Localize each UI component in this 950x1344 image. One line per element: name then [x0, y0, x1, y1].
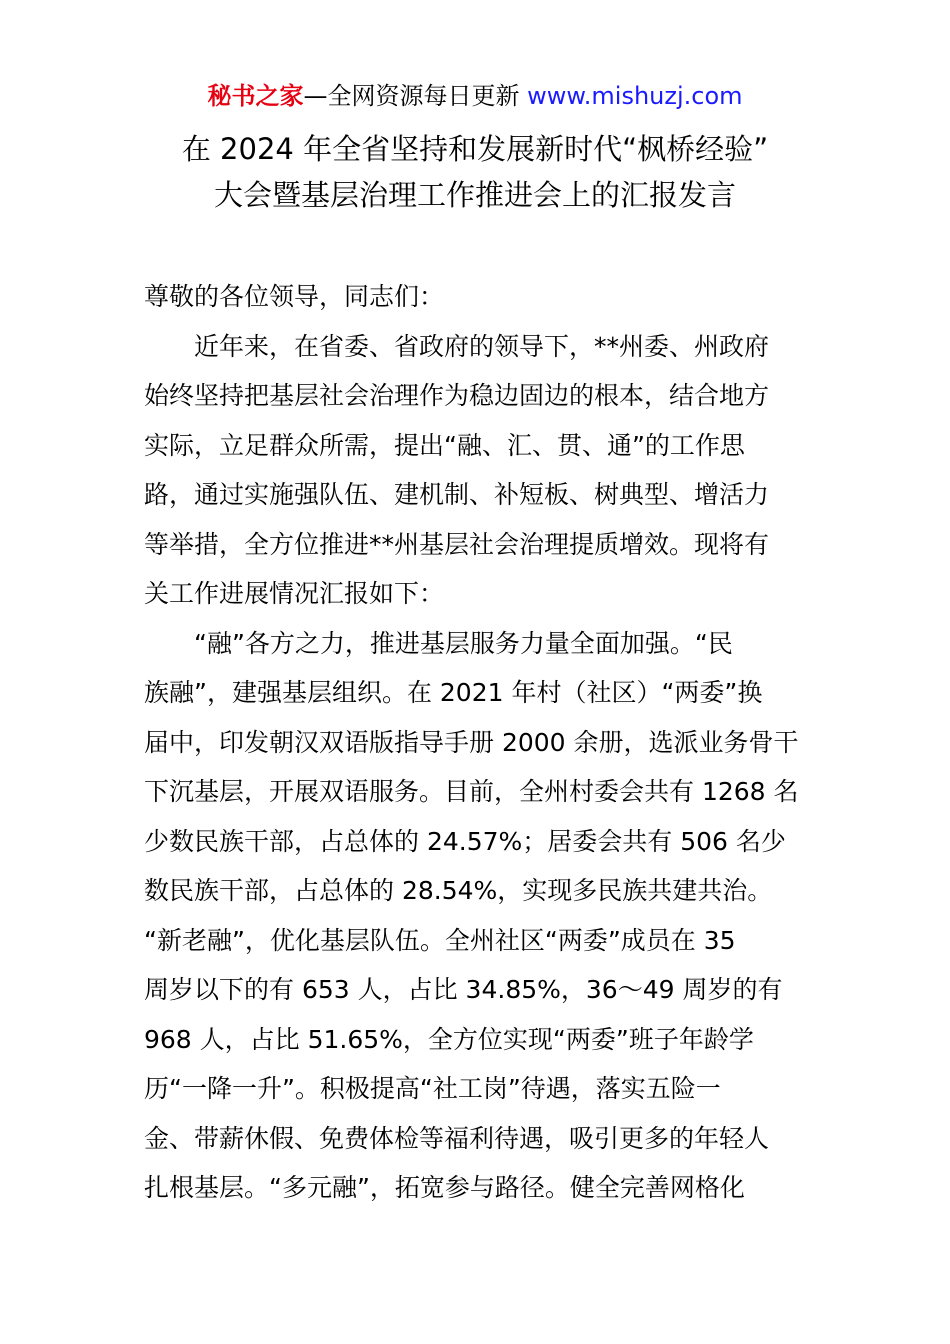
site-url-link[interactable]: www.mishuzj.com — [527, 82, 743, 110]
body-line: 周岁以下的有 653 人，占比 34.85%，36～49 周岁的有 — [144, 975, 783, 1004]
body-line: 968 人，占比 51.65%，全方位实现“两委”班子年龄学 — [144, 1024, 754, 1054]
body-line: 关工作进展情况汇报如下： — [144, 579, 445, 608]
body-line: 扎根基层。“多元融”，拓宽参与路径。健全完善网格化 — [144, 1173, 745, 1202]
title-line-1: 在 2024 年全省坚持和发展新时代“枫桥经验” — [181, 132, 769, 166]
header-tagline: —全网资源每日更新 — [303, 82, 520, 110]
body-line: 近年来，在省委、省政府的领导下，**州委、州政府 — [144, 331, 770, 361]
title-line-2: 大会暨基层治理工作推进会上的汇报发言 — [213, 178, 736, 212]
body-line: “新老融”，优化基层队伍。全州社区“两委”成员在 35 — [144, 925, 736, 955]
body-line: 尊敬的各位领导，同志们： — [144, 282, 445, 311]
body-line: 路，通过实施强队伍、建机制、补短板、树典型、增活力 — [144, 480, 770, 509]
body-line: 届中，印发朝汉双语版指导手册 2000 余册，选派业务骨干 — [144, 727, 799, 757]
body-line: 数民族干部，占总体的 28.54%，实现多民族共建共治。 — [144, 876, 773, 905]
document-body — [144, 272, 809, 1213]
body-line: 实际，立足群众所需，提出“融、汇、贯、通”的工作思 — [144, 430, 745, 460]
body-line: 族融”，建强基层组织。在 2021 年村（社区）“两委”换 — [144, 678, 763, 707]
body-line: 始终坚持把基层社会治理作为稳边固边的根本，结合地方 — [144, 381, 770, 410]
body-line: 等举措，全方位推进**州基层社会治理提质增效。现将有 — [144, 529, 770, 559]
body-line: “融”各方之力，推进基层服务力量全面加强。“民 — [144, 628, 733, 658]
body-line: 历“一降一升”。积极提高“社工岗”待遇，落实五险一 — [144, 1074, 721, 1103]
body-line: 下沉基层，开展双语服务。目前，全州村委会共有 1268 名 — [144, 777, 799, 806]
body-line: 少数民族干部，占总体的 24.57%；居委会共有 506 名少 — [144, 826, 786, 856]
document-title — [0, 126, 950, 218]
site-header — [0, 80, 950, 112]
brand-name: 秘书之家 — [207, 82, 304, 110]
body-line: 金、带薪休假、免费体检等福利待遇，吸引更多的年轻人 — [144, 1123, 770, 1153]
